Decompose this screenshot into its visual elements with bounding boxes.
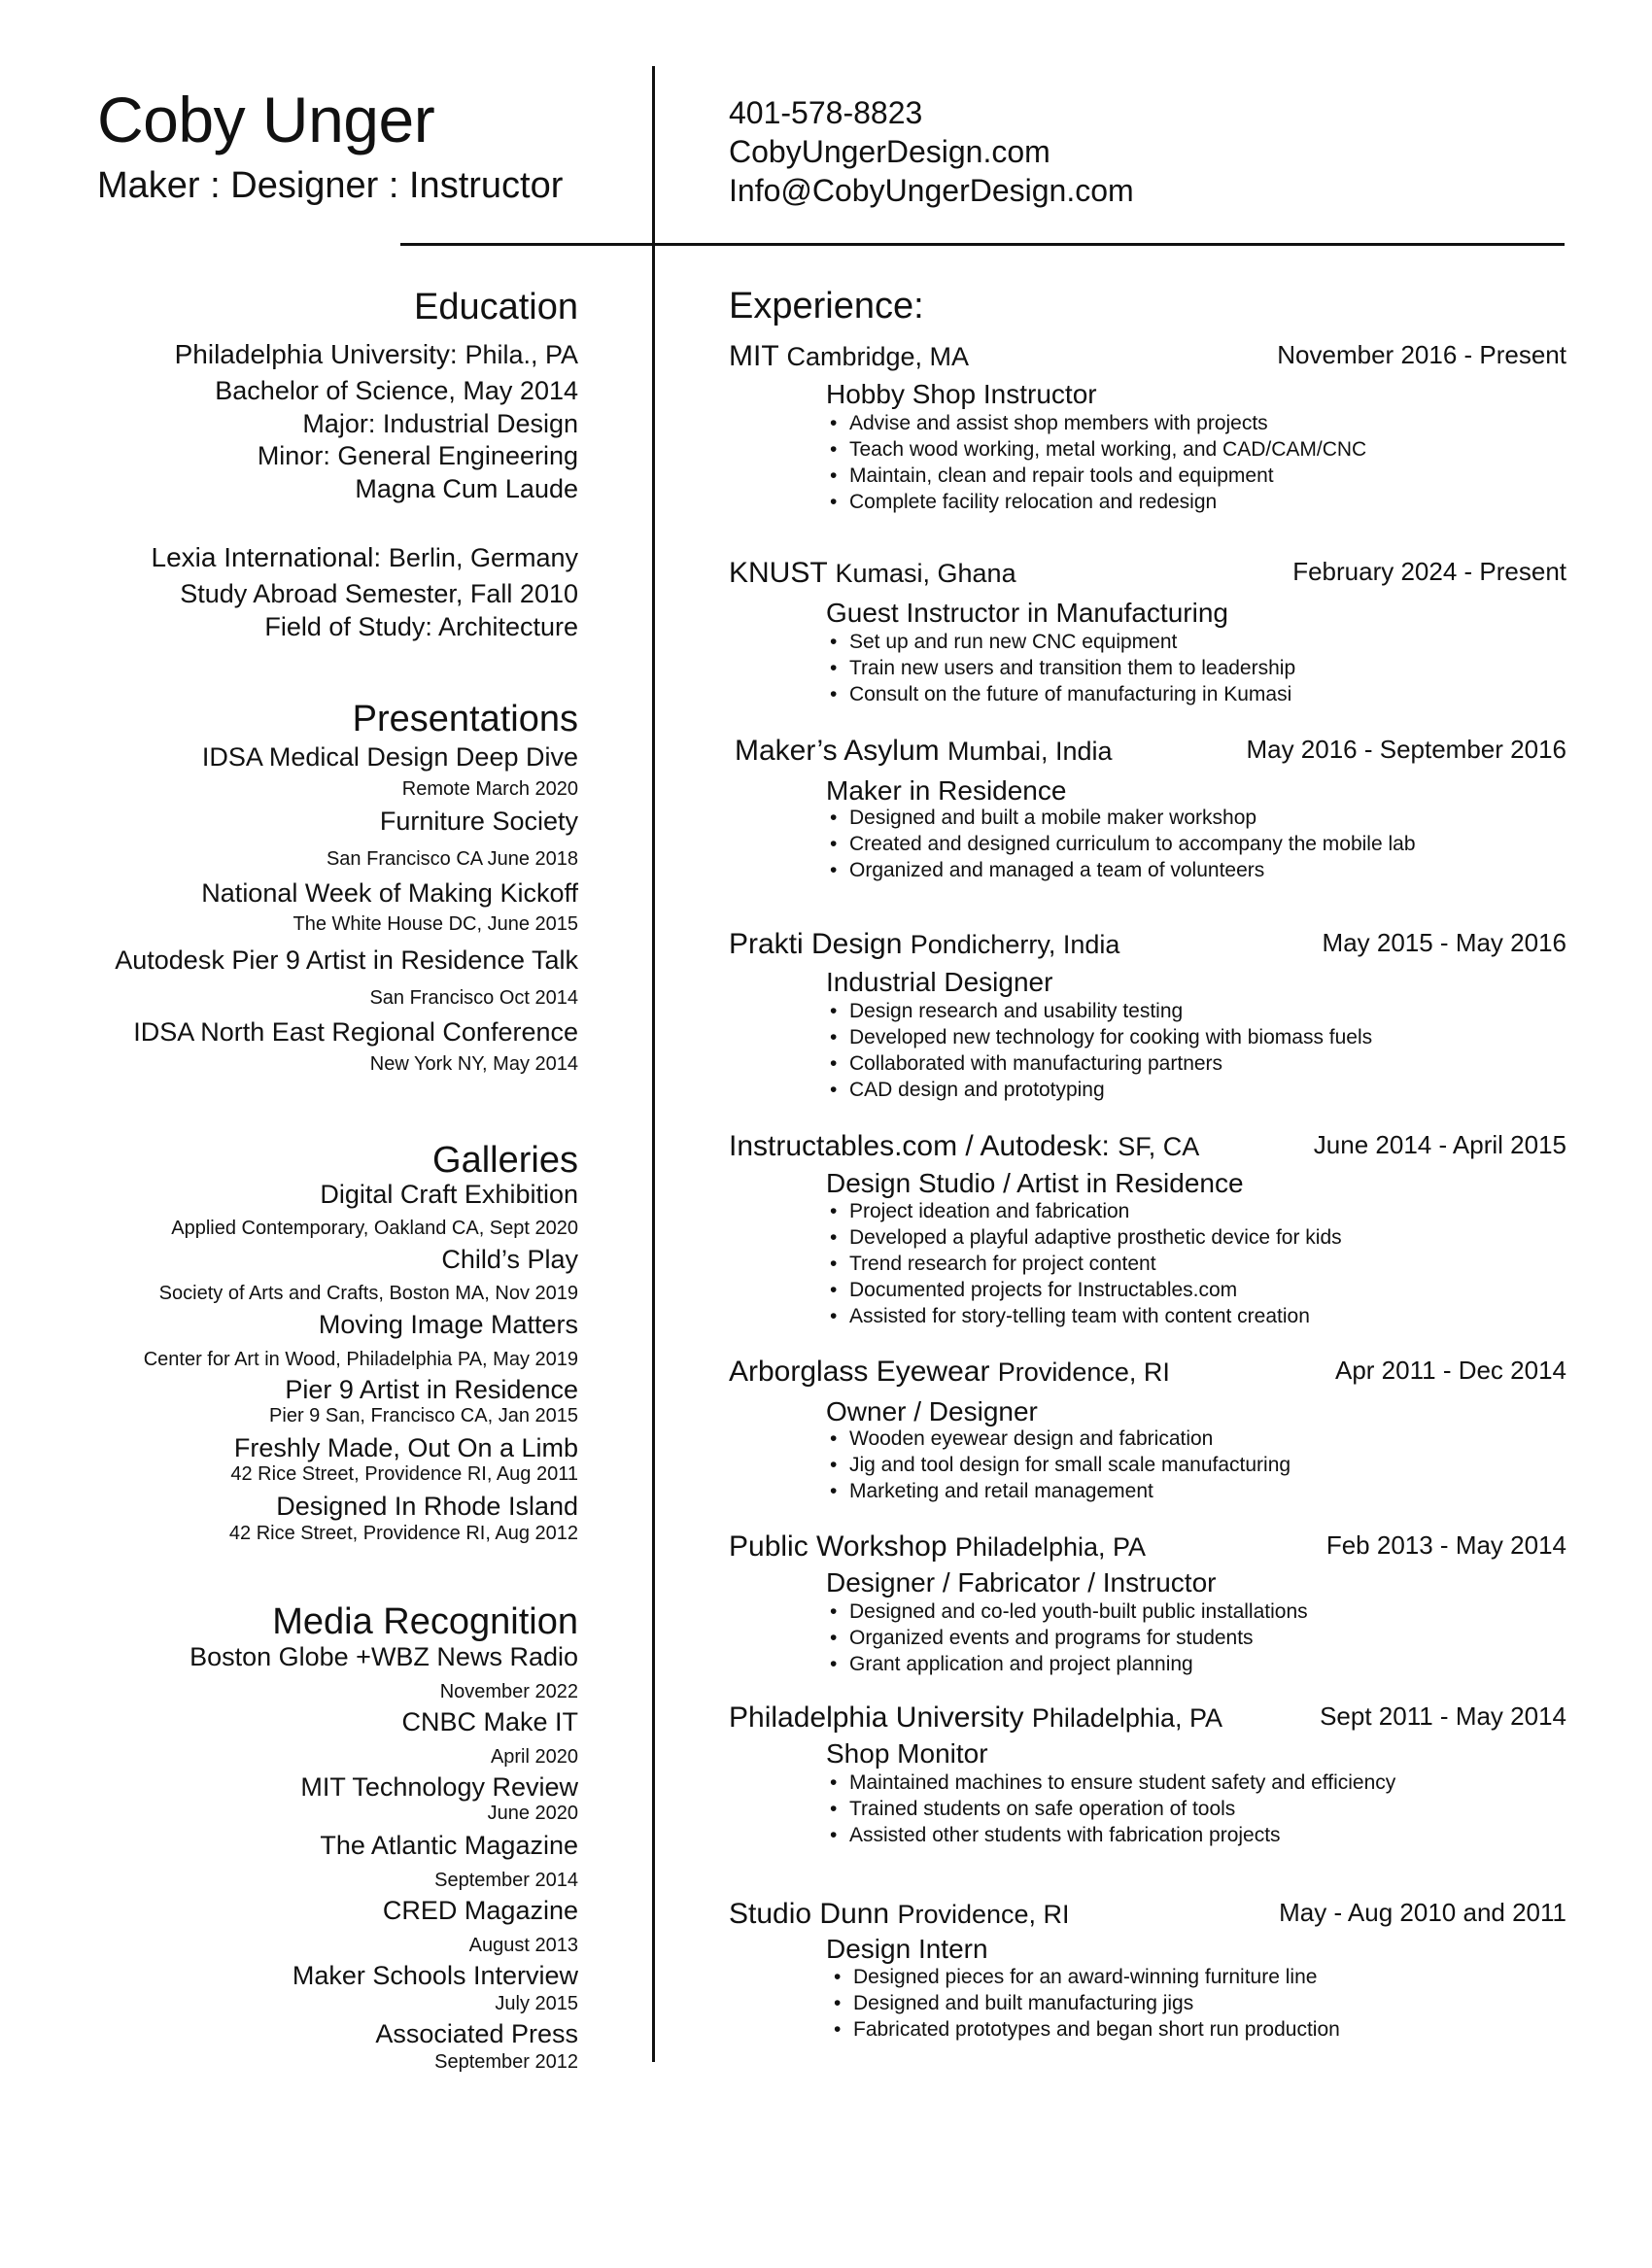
school-detail: Major: Industrial Design [302, 409, 578, 438]
job-bullet: • Developed a playful adaptive prosthetic device for kids [849, 1224, 1342, 1251]
gallery-detail: Pier 9 San, Francisco CA, Jan 2015 [269, 1405, 578, 1426]
job-bullet: • Documented projects for Instructables.com [849, 1277, 1342, 1303]
gallery-title: Pier 9 Artist in Residence [285, 1375, 578, 1404]
job-bullet: • Designed and built a mobile maker workshop [849, 805, 1416, 831]
gallery-detail: 42 Rice Street, Providence RI, Aug 2011 [230, 1463, 578, 1485]
job-company [729, 559, 1016, 588]
school-heading [175, 341, 578, 368]
job-bullets [849, 1598, 1308, 1677]
job-bullet: • Designed pieces for an award-winning furniture line [853, 1964, 1340, 1990]
gallery-detail: 42 Rice Street, Providence RI, Aug 2012 [228, 1523, 578, 1544]
presentation-detail: San Francisco Oct 2014 [369, 987, 578, 1009]
job-dates: November 2016 - Present [1277, 340, 1566, 369]
job-dates: Apr 2011 - Dec 2014 [1335, 1356, 1566, 1385]
job-bullet: • Maintain, clean and repair tools and equipment [849, 463, 1366, 489]
company-name: Maker’s Asylum [735, 735, 940, 767]
job-bullet: • Trained students on safe operation of tools [849, 1796, 1395, 1822]
media-title: Media Recognition [272, 1601, 578, 1642]
job-bullet: • Advise and assist shop members with projects [849, 410, 1366, 436]
job-role: Design Studio / Artist in Residence [826, 1168, 1244, 1198]
job-bullet: • Organized events and programs for students [849, 1625, 1308, 1651]
media-detail: April 2020 [490, 1746, 578, 1768]
presentation-title: IDSA North East Regional Conference [133, 1017, 578, 1047]
gallery-detail: Center for Art in Wood, Philadelphia PA, May 2019 [143, 1349, 578, 1370]
job-company [729, 930, 1119, 959]
presentations-title: Presentations [352, 699, 578, 739]
experience-title: Experience: [729, 286, 924, 326]
job-bullets [849, 1770, 1395, 1848]
presentation-title: IDSA Medical Design Deep Dive [201, 742, 578, 772]
company-name: MIT [729, 340, 779, 372]
job-bullets [849, 1426, 1291, 1504]
job-bullet: • Developed new technology for cooking with biomass fuels [849, 1024, 1372, 1050]
job-role: Owner / Designer [826, 1396, 1038, 1426]
job-bullet: • Set up and run new CNC equipment [849, 629, 1295, 655]
job-bullet: • Organized and managed a team of volunteers [849, 857, 1416, 883]
school-name: Philadelphia University: [174, 339, 458, 369]
job-company [729, 1132, 1199, 1161]
job-bullet: • Trend research for project content [849, 1251, 1342, 1277]
job-dates: Sept 2011 - May 2014 [1320, 1701, 1566, 1731]
job-role: Maker in Residence [826, 775, 1067, 806]
company-location: Mumbai, India [946, 737, 1113, 766]
job-role: Guest Instructor in Manufacturing [826, 598, 1228, 628]
company-location: Philadelphia, PA [1031, 1703, 1222, 1733]
left-column [58, 0, 578, 2268]
media-title-item: Associated Press [375, 2019, 578, 2048]
company-location: SF, CA [1118, 1132, 1200, 1161]
job-dates: Feb 2013 - May 2014 [1325, 1530, 1566, 1560]
job-role: Hobby Shop Instructor [826, 379, 1097, 409]
job-bullet: • Created and designed curriculum to accompany the mobile lab [849, 831, 1416, 857]
company-name: Arborglass Eyewear [729, 1356, 990, 1388]
job-company [729, 1357, 1170, 1387]
job-bullet: • Collaborated with manufacturing partners [849, 1050, 1372, 1077]
job-bullet: • Consult on the future of manufacturing in Kumasi [849, 681, 1295, 707]
experience-column [729, 0, 1566, 2268]
school-location: Phila., PA [465, 340, 578, 369]
media-title-item: MIT Technology Review [300, 1772, 578, 1802]
school-heading [152, 544, 578, 571]
job-bullet: • Project ideation and fabrication [849, 1198, 1342, 1224]
job-role: Design Intern [826, 1934, 988, 1964]
gallery-title: Digital Craft Exhibition [320, 1180, 578, 1209]
company-location: Philadelphia, PA [954, 1532, 1147, 1562]
resume-name: Coby Unger [97, 84, 435, 155]
presentation-title: Furniture Society [379, 807, 578, 836]
presentation-detail: New York NY, May 2014 [369, 1053, 578, 1075]
job-bullets [849, 805, 1416, 883]
job-company [735, 737, 1113, 766]
media-detail: September 2012 [434, 2051, 578, 2073]
company-name: Public Workshop [729, 1530, 947, 1563]
job-bullet: • Assisted for story-telling team with content creation [849, 1303, 1342, 1329]
job-bullet: • Design research and usability testing [849, 998, 1372, 1024]
job-bullets [849, 998, 1372, 1103]
presentation-title: Autodesk Pier 9 Artist in Residence Talk [115, 945, 578, 975]
job-bullets [849, 629, 1295, 707]
job-dates: May 2016 - September 2016 [1246, 735, 1566, 764]
company-location: Pondicherry, India [910, 930, 1120, 959]
school-name: Lexia International: [151, 542, 382, 572]
education-title: Education [413, 287, 578, 327]
job-bullet: • Teach wood working, metal working, and CAD/CAM/CNC [849, 436, 1366, 463]
galleries-title: Galleries [432, 1140, 578, 1181]
school-detail: Magna Cum Laude [355, 474, 578, 503]
resume-tagline: Maker : Designer : Instructor [97, 165, 564, 206]
job-bullet: • Designed and built manufacturing jigs [853, 1990, 1340, 2016]
job-dates: May 2015 - May 2016 [1322, 928, 1566, 957]
job-bullets [849, 410, 1366, 515]
job-bullet: • Fabricated prototypes and began short run production [853, 2016, 1340, 2043]
contact-phone: 401-578-8823 [729, 95, 923, 130]
job-dates: June 2014 - April 2015 [1313, 1130, 1566, 1159]
company-name: Prakti Design [729, 928, 903, 960]
gallery-title: Designed In Rhode Island [276, 1492, 578, 1521]
job-bullet: • Designed and co-led youth-built public installations [849, 1598, 1308, 1625]
company-location: Providence, RI [897, 1900, 1070, 1929]
school-detail: Minor: General Engineering [257, 441, 578, 470]
school-detail: Bachelor of Science, May 2014 [215, 376, 578, 405]
job-role: Shop Monitor [826, 1738, 988, 1769]
school-detail: Field of Study: Architecture [264, 612, 578, 641]
gallery-title: Child’s Play [441, 1245, 578, 1274]
gallery-detail: Applied Contemporary, Oakland CA, Sept 2020 [171, 1218, 578, 1239]
job-dates: May - Aug 2010 and 2011 [1279, 1898, 1566, 1927]
job-bullet: • Wooden eyewear design and fabrication [849, 1426, 1291, 1452]
job-bullet: • Complete facility relocation and redesign [849, 489, 1366, 515]
job-bullet: • Grant application and project planning [849, 1651, 1308, 1677]
media-detail: September 2014 [434, 1870, 578, 1891]
company-name: Philadelphia University [729, 1701, 1024, 1734]
media-title-item: Boston Globe +WBZ News Radio [189, 1642, 578, 1671]
gallery-title: Moving Image Matters [318, 1310, 578, 1339]
company-location: Providence, RI [997, 1357, 1170, 1387]
job-role: Designer / Fabricator / Instructor [826, 1567, 1217, 1598]
contact-email: Info@CobyUngerDesign.com [729, 173, 1134, 208]
media-detail: November 2022 [439, 1681, 578, 1702]
job-bullet: • Marketing and retail management [849, 1478, 1291, 1504]
contact-website: CobyUngerDesign.com [729, 134, 1050, 169]
media-title-item: The Atlantic Magazine [320, 1831, 578, 1860]
job-company [729, 1703, 1222, 1733]
vertical-divider [652, 66, 655, 2062]
job-bullets [853, 1964, 1340, 2043]
company-name: Instructables.com / Autodesk: [729, 1130, 1110, 1162]
media-title-item: CRED Magazine [382, 1896, 578, 1925]
job-company [729, 1900, 1070, 1929]
gallery-title: Freshly Made, Out On a Limb [233, 1433, 578, 1462]
job-role: Industrial Designer [826, 967, 1053, 997]
media-title-item: Maker Schools Interview [292, 1961, 578, 1990]
presentation-detail: San Francisco CA June 2018 [326, 848, 578, 870]
job-company [729, 342, 969, 371]
presentation-detail: Remote March 2020 [401, 778, 578, 800]
company-name: KNUST [729, 557, 828, 589]
media-detail: June 2020 [487, 1803, 578, 1824]
job-company [729, 1532, 1146, 1562]
job-bullet: • Assisted other students with fabrication projects [849, 1822, 1395, 1848]
media-detail: July 2015 [495, 1993, 578, 2014]
company-location: Cambridge, MA [786, 342, 970, 371]
presentation-title: National Week of Making Kickoff [201, 878, 578, 908]
school-location: Berlin, Germany [388, 543, 578, 572]
company-name: Studio Dunn [729, 1898, 890, 1930]
company-location: Kumasi, Ghana [835, 559, 1016, 588]
job-bullet: • Train new users and transition them to leadership [849, 655, 1295, 681]
gallery-detail: Society of Arts and Crafts, Boston MA, Nov 2019 [158, 1283, 578, 1304]
job-dates: February 2024 - Present [1292, 557, 1566, 586]
school-detail: Study Abroad Semester, Fall 2010 [180, 579, 578, 608]
media-title-item: CNBC Make IT [401, 1707, 578, 1736]
job-bullet: • CAD design and prototyping [849, 1077, 1372, 1103]
presentation-detail: The White House DC, June 2015 [293, 913, 578, 935]
job-bullet: • Jig and tool design for small scale manufacturing [849, 1452, 1291, 1478]
media-detail: August 2013 [468, 1935, 578, 1956]
job-bullet: • Maintained machines to ensure student safety and efficiency [849, 1770, 1395, 1796]
job-bullets [849, 1198, 1342, 1329]
